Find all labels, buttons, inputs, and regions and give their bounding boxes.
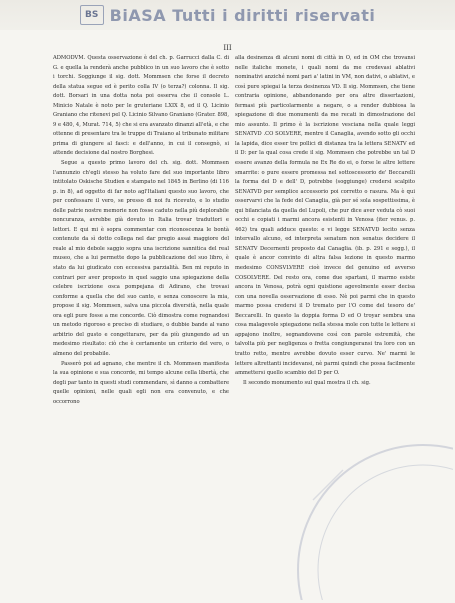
paragraph: Passerò poi ad agnano, che mentre il ch. Mommsen manifesta la sua opinione e sua concorde, mi tempo alcune cella libertà, che degli par tanto in questi studi commendare, sì danno a combattere quelle opinioni, nelle quali egli non era convenuto, e che occorrono xyxy=(53,360,230,405)
paragraph: alla desinenza di alcuni nomi di città in O, ed in OM che trovansi nelle italiche monete, i quali nomi da me credevasi ablativi nominativi anziché nomi pari a' latini in VM, non dativi, o ablativi, e così pure spiegai la terza desinenza VD. Il sig. Mommsen, che tiene contraria opinione, abbandonando per ora altre dissertazioni, fermasi più particolarmente a negare, o a render dubbiosa la spiegazione di due monumenti da me recati in dimostrazione del mio assunto. Il primo è la iscrizione vesciana nella quale leggi SENATVD .CO SOLVERE, mentre il Canaglia, avendo sotto gli occhi la lapida, dice esser tre pollici di distanza tra la lettera SENATV ed il D: per la qual cosa crede il sig. Mommsen che potrebbe un tal D essere avanzo della formula ne Ex Re do ei, o forse le altre lettere smarrite: o pure essere promessa nel sottoscessorio de' Beccarelli la forma del D e dell' D, potrebbe (soggiunge) credersi scalpito SENATVD per semplice accessorio poi corretto o rasura. Ma è qui osservarvi che la fede del Canaglia, già per sé sola sospettissima, è qui bilanciata da quella del Lupoli, che pur dice aver veduta cò suoi occhi e copiati i marmi ancora esistenti in Venosa (iter venus. p. 462) tra quali adduce questo: e vi legge SENATVD lecito senza intervallo alcuno, ed interpreta senatum non senatus decidere il SENATV Decernenti proposto dal Canaglia. (ib. p. 291 e segg.), il quale è ancor convinto di altra falsa lezione in questo marmo medesimo CONSVLVERE cioè invece del genuino ed avverso COSOLVERE. Del resto ora, come due spartani, il marmo esiste ancora in Venosa, potrà ogni quistione agevolmente esser decisa con una novella osservazione di esso. Nè poi parmi che in questo marmo possa credersi il D tremato per l'O come del tesoro de' Beccarelli. In questo la doppia forma D ed O troyar sembra una cosa malagevole spiegazione nella stessa mole con tutte le lettere si appajono inoltre, segnandovene così con parole estremità, che talvolta più per negligenza o fretta congiungeransi tra loro con un tratto retto, mentre avrebbe dovuto esser curvo. Ne' marmi le lettere altrettanti incidevansi, nè parmi quindi che possa facilmente ammettersi quello scambio del D per O. xyxy=(235,55,415,377)
watermark-text: BiASA Tutti i diritti riservati xyxy=(109,5,376,25)
biasa-logo-icon: BS xyxy=(80,5,104,25)
watermark-banner xyxy=(0,0,455,30)
paragraph: Segue a questo primo lavoro del ch. sig. dott. Mommsen l'annunzio ch'egli stesso ha voluto fare del suo importante libro intitolato Oskische Studien e stampato nel 1845 in Berlino (di 116 p. in 8), ad oggetto di far noto agl'Italiani questo suo lavoro, che per confessare il vero, se presso di noi fu ricevuto, e lo studio delle patrie nostre memorie non fosse caduto nella più deplorabile noncuranza, avrebbe già dovuto in Italia trovar traduttori e lettori. E qui mi è sopra commentar con riconoscenza le bontà contenute da sì dotto collega nel dar pregio assai maggiore del reale al mio debole saggio sopra una iscrizione sannitica del real museo, che a lui permette dopo la pubblicazione del suo libro, è stato da lui giudicato con eccessiva parzialità. Ben mi reputo in contrari per aver proposto in quel saggio una spiegazione della celebre iscrizione osca pompejana di Adirano, che trovasi conforme a quella che del suo canto, e senza conoscere la mia, propose il sig. Mommsen, salva una piccola diversità, nella quale ora egli pure fosse a me concorde. Ciò dimostra come regnandosi un metodo rigoroso e preciso di studiare, o dubbie bande al vano arbitrio del gusto e congetturare, per da più giungendo ad un medesimo risultato: ciò che è certamente un criterio del vero, o almeno del probabile. xyxy=(53,160,229,357)
right-column xyxy=(235,54,415,388)
paragraph: Il secondo monumento sul qual mostra il ch. sig. xyxy=(243,379,371,386)
paragraph: ADMODVM. Questa osservazione è del ch. p. Garrucci dalla C. di G. e quella la renderà anche pubblico in un suo lavoro che è sotto i torchi. Soggiunge il sig. dott. Mommsen che forse il decreto della statua segue ed è perito colla IV (o terza?) colonna. Il sig. dott. Borsari in una dotta nota poi osserva che il console L. Minicio Natale è noto per le gruteriane LXIX 8, ed il Q. Licinio Graniano che ritenevi pel Q. Licinio Silvano Graniano (Grater. 898, 9 e 480, 4, Murat. 714, 5) che si era avanzato dinanzi all'età, e che ottenne di presentare tra le truppe di Traiano al tribunato militare prima di giungere al fasci: e dell'anno, in cui il consegnò, si attende decisione dal nostro Borghesi. xyxy=(53,55,229,157)
page-number: III xyxy=(223,44,232,52)
library-seal-watermark xyxy=(283,430,453,600)
left-column xyxy=(53,54,229,407)
